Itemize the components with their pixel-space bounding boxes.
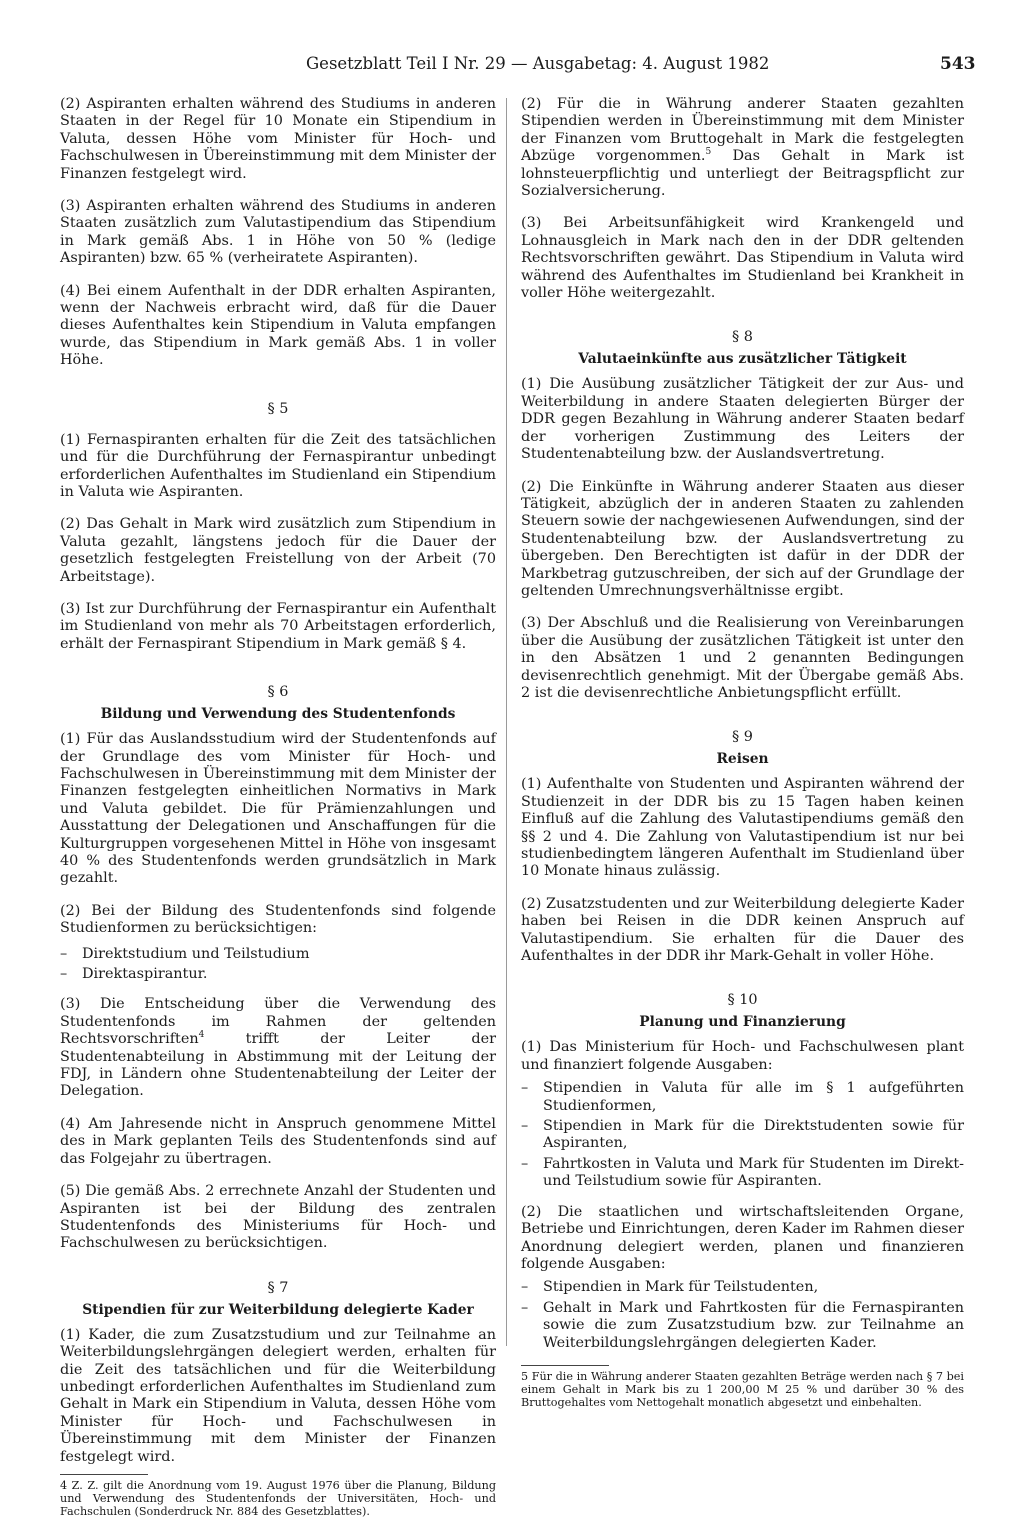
list-item: – Fahrtkosten in Valuta und Mark für Studenten im Direkt- und Teilstudium sowie für Aspiranten.: [521, 1155, 964, 1190]
section-title: Reisen: [716, 751, 769, 768]
section-title: Bildung und Verwendung des Studentenfonds: [100, 706, 456, 723]
paragraph: (2) Zusatzstudenten und zur Weiterbildung delegierte Kader haben bei Reisen in die DDR keinen Anspruch auf Valutastipendium. Sie erhalten für die Dauer des Aufenthaltes in der DDR ihr Mark-Gehalt in voller Höhe.: [521, 895, 964, 965]
paragraph: (2) Aspiranten erhalten während des Studiums in anderen Staaten in der Regel für 10 Monate ein Stipendium in Valuta, dessen Höhe vom Minister für Hoch- und Fachschulwesen in Übereinstimmung mit dem Minister der Finanzen festgelegt wird.: [60, 96, 496, 182]
column-divider: [506, 98, 507, 1346]
list-item: – Direktaspirantur.: [60, 966, 208, 983]
paragraph: (1) Die Ausübung zusätzlicher Tätigkeit der zur Aus- und Weiterbildung in andere Staaten delegierten Bürger der DDR gegen Bezahlung in Währung anderer Staaten bedarf der vorherigen Zustimmung des Leiters der Studentenabteilung bzw. der Auslandsvertretung.: [521, 376, 964, 463]
footnote: 5 Für die in Währung anderer Staaten gezahlten Beträge werden nach § 7 bei einem Gehalt in Mark bis zu 1 200,00 M 25 % und darüber 30 % des Bruttogehaltes vom Nettogehalt monatlich abgesetzt und einbehalten.: [521, 1369, 964, 1409]
betriebe-ausgaben-list: [521, 1279, 964, 1352]
paragraph: (2) Für die in Währung anderer Staaten gezahlten Stipendien werden in Übereinstimmung mit dem Minister der Finanzen vom Bruttogehalt in Mark die festgelegten Abzüge vorgenommen.$^5$ Das Gehalt in Mark ist lohnsteuerpflichtig und unterliegt der Beitragspflicht zur Sozialversicherung.: [521, 96, 964, 200]
paragraph: (2) Bei der Bildung des Studentenfonds sind folgende Studienformen zu berücksichtigen:: [60, 902, 496, 937]
section-title: Planung und Finanzierung: [639, 1014, 846, 1031]
paragraph: (1) Aufenthalte von Studenten und Aspiranten während der Studienzeit in der DDR bis zu 15 Tagen haben keinen Einfluß auf die Zahlung des Valutastipendiums gemäß den §§ 2 und 4. Die Zahlung von Valutastipendium ist nur bei studienbedingtem längeren Aufenthalt im Studienland über 10 Monate hinaus zulässig.: [521, 776, 964, 880]
paragraph: (3) Aspiranten erhalten während des Studiums in anderen Staaten zusätzlich zum Valutastipendium das Stipendium in Mark gemäß Abs. 1 in Höhe von 50 % (ledige Aspiranten) bzw. 65 % (verheiratete Aspiranten).: [60, 198, 496, 267]
paragraph: (3) Bei Arbeitsunfähigkeit wird Krankengeld und Lohnausgleich in Mark nach den in der DDR geltenden Rechtsvorschriften gewährt. Das Stipendium in Valuta wird während des Aufenthaltes im Studienland bei Krankheit in voller Höhe weitergezahlt.: [521, 215, 964, 302]
section-number: § 6: [267, 684, 289, 701]
right-column: [521, 96, 964, 1409]
list-item: – Gehalt in Mark und Fahrtkosten für die Fernaspiranten sowie die zum Zusatzstudium bzw. zur Teilnahme an Weiterbildungslehrgängen delegierten Kader.: [521, 1299, 964, 1351]
section-number: § 5: [267, 400, 289, 417]
paragraph: (1) Für das Auslandsstudium wird der Studentenfonds auf der Grundlage des vom Minister für Hoch- und Fachschulwesen in Übereinstimmung mit dem Minister der Finanzen festgelegten einheitlichen Normativs in Mark und Valuta gebildet. Die für Prämienzahlungen und Ausstattung der Delegationen und Anschaffungen für die Kulturgruppen vorgesehenen Mittel in Höhe von insgesamt 40 % des Studentenfonds werden grundsätzlich in Mark gezahlt.: [60, 731, 496, 887]
header-title: Gesetzblatt Teil I Nr. 29 — Ausgabetag: 4. August 1982: [306, 54, 770, 73]
footnote-ref: 5: [705, 147, 712, 158]
paragraph: (2) Das Gehalt in Mark wird zusätzlich zum Stipendium in Valuta gezahlt, längstens jedoch für die Dauer der gesetzlich festgelegten Freistellung von der Arbeit (70 Arbeitstage).: [60, 516, 496, 585]
paragraph: (4) Bei einem Aufenthalt in der DDR erhalten Aspiranten, wenn der Nachweis erbracht wird, daß für die Dauer dieses Aufenthaltes kein Stipendium in Valuta empfangen wurde, das Stipendium in Mark gemäß Abs. 1 in voller Höhe.: [60, 282, 496, 369]
paragraph: (2) Die staatlichen und wirtschaftsleitenden Organe, Betriebe und Einrichtungen, deren Kader im Rahmen dieser Anordnung delegiert werden, planen und finanzieren folgende Ausgaben:: [521, 1203, 964, 1272]
studienformen-list: [60, 946, 496, 984]
paragraph: (4) Am Jahresende nicht in Anspruch genommene Mittel des in Mark geplanten Teils des Studentenfonds sind auf das Folgejahr zu übertragen.: [60, 1115, 496, 1167]
footnote: 4 Z. Z. gilt die Anordnung vom 19. August 1976 über die Planung, Bildung und Verwendung des Studentenfonds der Universitäten, Hoch- und Fachschulen (Sonderdruck Nr. 884 des Gesetzblattes).: [60, 1478, 496, 1518]
list-item: – Stipendien in Valuta für alle im § 1 aufgeführten Studienformen,: [521, 1080, 964, 1114]
section-number: § 7: [267, 1279, 289, 1296]
list-item: – Stipendien in Mark für Teilstudenten,: [521, 1279, 819, 1296]
page-header: [0, 52, 1024, 78]
section-number: § 8: [732, 329, 753, 346]
paragraph: (3) Ist zur Durchführung der Fernaspirantur ein Aufenthalt im Studienland von mehr als 70 Arbeitstagen erforderlich, erhält der Fernaspirant Stipendium in Mark gemäß § 4.: [60, 600, 496, 652]
ministerium-ausgaben-list: [521, 1080, 964, 1190]
section-title: Stipendien für zur Weiterbildung delegierte Kader: [82, 1301, 474, 1318]
paragraph: (2) Die Einkünfte in Währung anderer Staaten aus dieser Tätigkeit, abzüglich der in anderen Staaten zu zahlenden Steuern sowie der nachgewiesenen Aufwendungen, sind der Studentenabteilung bzw. der Auslandsvertretung zu übergeben. Den Berechtigten ist dafür in der DDR der Markbetrag gutzuschreiben, der sich auf der Grundlage der geltenden Umrechnungsverhältnisse ergibt.: [521, 478, 964, 599]
paragraph: (1) Fernaspiranten erhalten für die Zeit des tatsächlichen und für die Durchführung der Fernaspirantur unbedingt erforderlichen Aufenthaltes im Studienland ein Stipendium in Valuta wie Aspiranten.: [60, 431, 496, 500]
section-number: § 9: [732, 729, 753, 746]
section-number: § 10: [727, 992, 758, 1009]
paragraph: (1) Kader, die zum Zusatzstudium und zur Teilnahme an Weiterbildungslehrgängen delegiert werden, erhalten für die Zeit des tatsächlichen und für die Weiterbildung unbedingt erforderlichen Aufenthaltes im Studienland zum Gehalt in Mark ein Stipendium in Valuta, dessen Höhe vom Minister für Hoch- und Fachschulwesen in Übereinstimmung mit dem Minister der Finanzen festgelegt wird.: [60, 1326, 496, 1465]
footnote-rule: [60, 1474, 148, 1475]
paragraph: (1) Das Ministerium für Hoch- und Fachschulwesen plant und finanziert folgende Ausgaben:: [521, 1039, 964, 1073]
paragraph: (3) Die Entscheidung über die Verwendung des Studentenfonds im Rahmen der geltenden Rechtsvorschriften$^4$ trifft der Leiter der Studentenabteilung in Abstimmung mit der Leitung der FDJ, in Ländern ohne Studentenabteilung der Leiter der Delegation.: [60, 996, 496, 1100]
footnote-rule: [521, 1365, 609, 1366]
left-column: [60, 96, 496, 1518]
list-item: – Direktstudium und Teilstudium: [60, 945, 310, 962]
list-item: – Stipendien in Mark für die Direktstudenten sowie für Aspiranten,: [521, 1118, 964, 1152]
paragraph: (5) Die gemäß Abs. 2 errechnete Anzahl der Studenten und Aspiranten ist bei der Bildung des zentralen Studentenfonds des Ministeriums für Hoch- und Fachschulwesen zu berücksichtigen.: [60, 1183, 496, 1252]
paragraph: (3) Der Abschluß und die Realisierung von Vereinbarungen über die Ausübung der zusätzlichen Tätigkeit ist unter den in den Absätzen 1 und 2 genannten Bedingungen devisenrechtlich genehmigt. Mit der Übergabe gemäß Abs. 2 ist die devisenrechtliche Anbietungspflicht erfüllt.: [521, 615, 964, 701]
page-number: 543: [940, 54, 976, 74]
section-title: Valutaeinkünfte aus zusätzlicher Tätigkeit: [578, 351, 907, 368]
footnote-ref: 4: [198, 1030, 205, 1041]
